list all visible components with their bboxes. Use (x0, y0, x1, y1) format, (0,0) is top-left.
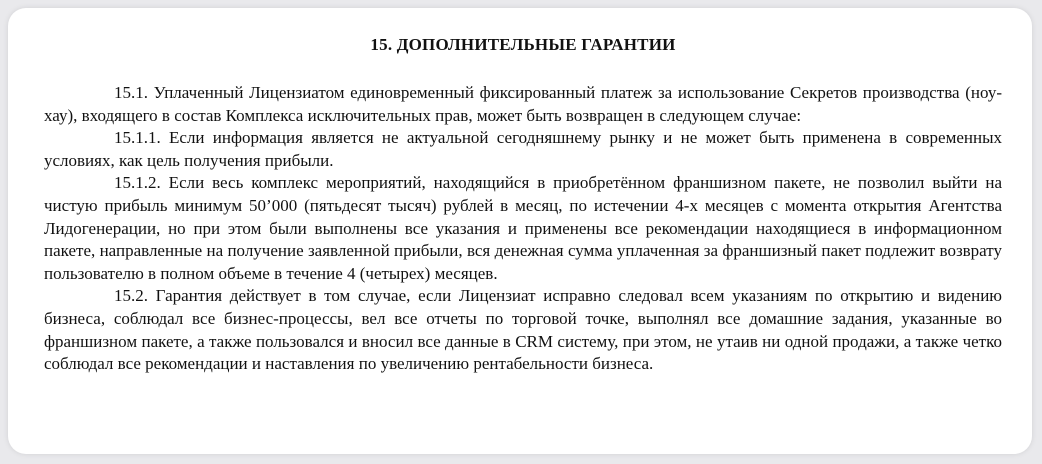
clause-15-2: 15.2. Гарантия действует в том случае, если Лицензиат исправно следовал всем указаниям по открытию и видению бизнеса, соблюдал все бизнес-процессы, вел все отчеты по торговой точке, выполнял все домашние задания, указанные во франшизном пакете, а также пользовался и вносил все данные в CRM систему, при этом, не утаив ни одной продажи, а также четко соблюдал все рекомендации и наставления по увеличению рентабельности бизнеса. (44, 286, 1002, 374)
document-body (44, 34, 1002, 376)
clause-15-1: 15.1. Уплаченный Лицензиатом единовременный фиксированный платеж за использование Секретов производства (ноу-хау), входящего в состав Комплекса исключительных прав, может быть возвращен в следующем случае: (44, 83, 1002, 125)
clause-15-1-2: 15.1.2. Если весь комплекс мероприятий, находящийся в приобретённом франшизном пакете, не позволил выйти на чистую прибыль минимум 50’000 (пятьдесят тысяч) рублей в месяц, по истечении 4-х месяцев с момента открытия Агентства Лидогенерации, но при этом были выполнены все указания и применены все рекомендации находящиеся в информационном пакете, направленные на получение заявленной прибыли, вся денежная сумма уплаченная за франшизный пакет подлежит возврату пользователю в полном объеме в течение 4 (четырех) месяцев. (44, 173, 1002, 283)
document-card (8, 8, 1032, 454)
section-heading: 15. ДОПОЛНИТЕЛЬНЫЕ ГАРАНТИИ (370, 35, 676, 54)
clause-15-1-1: 15.1.1. Если информация является не актуальной сегодняшнему рынку и не может быть применена в современных условиях, как цель получения прибыли. (44, 128, 1002, 170)
